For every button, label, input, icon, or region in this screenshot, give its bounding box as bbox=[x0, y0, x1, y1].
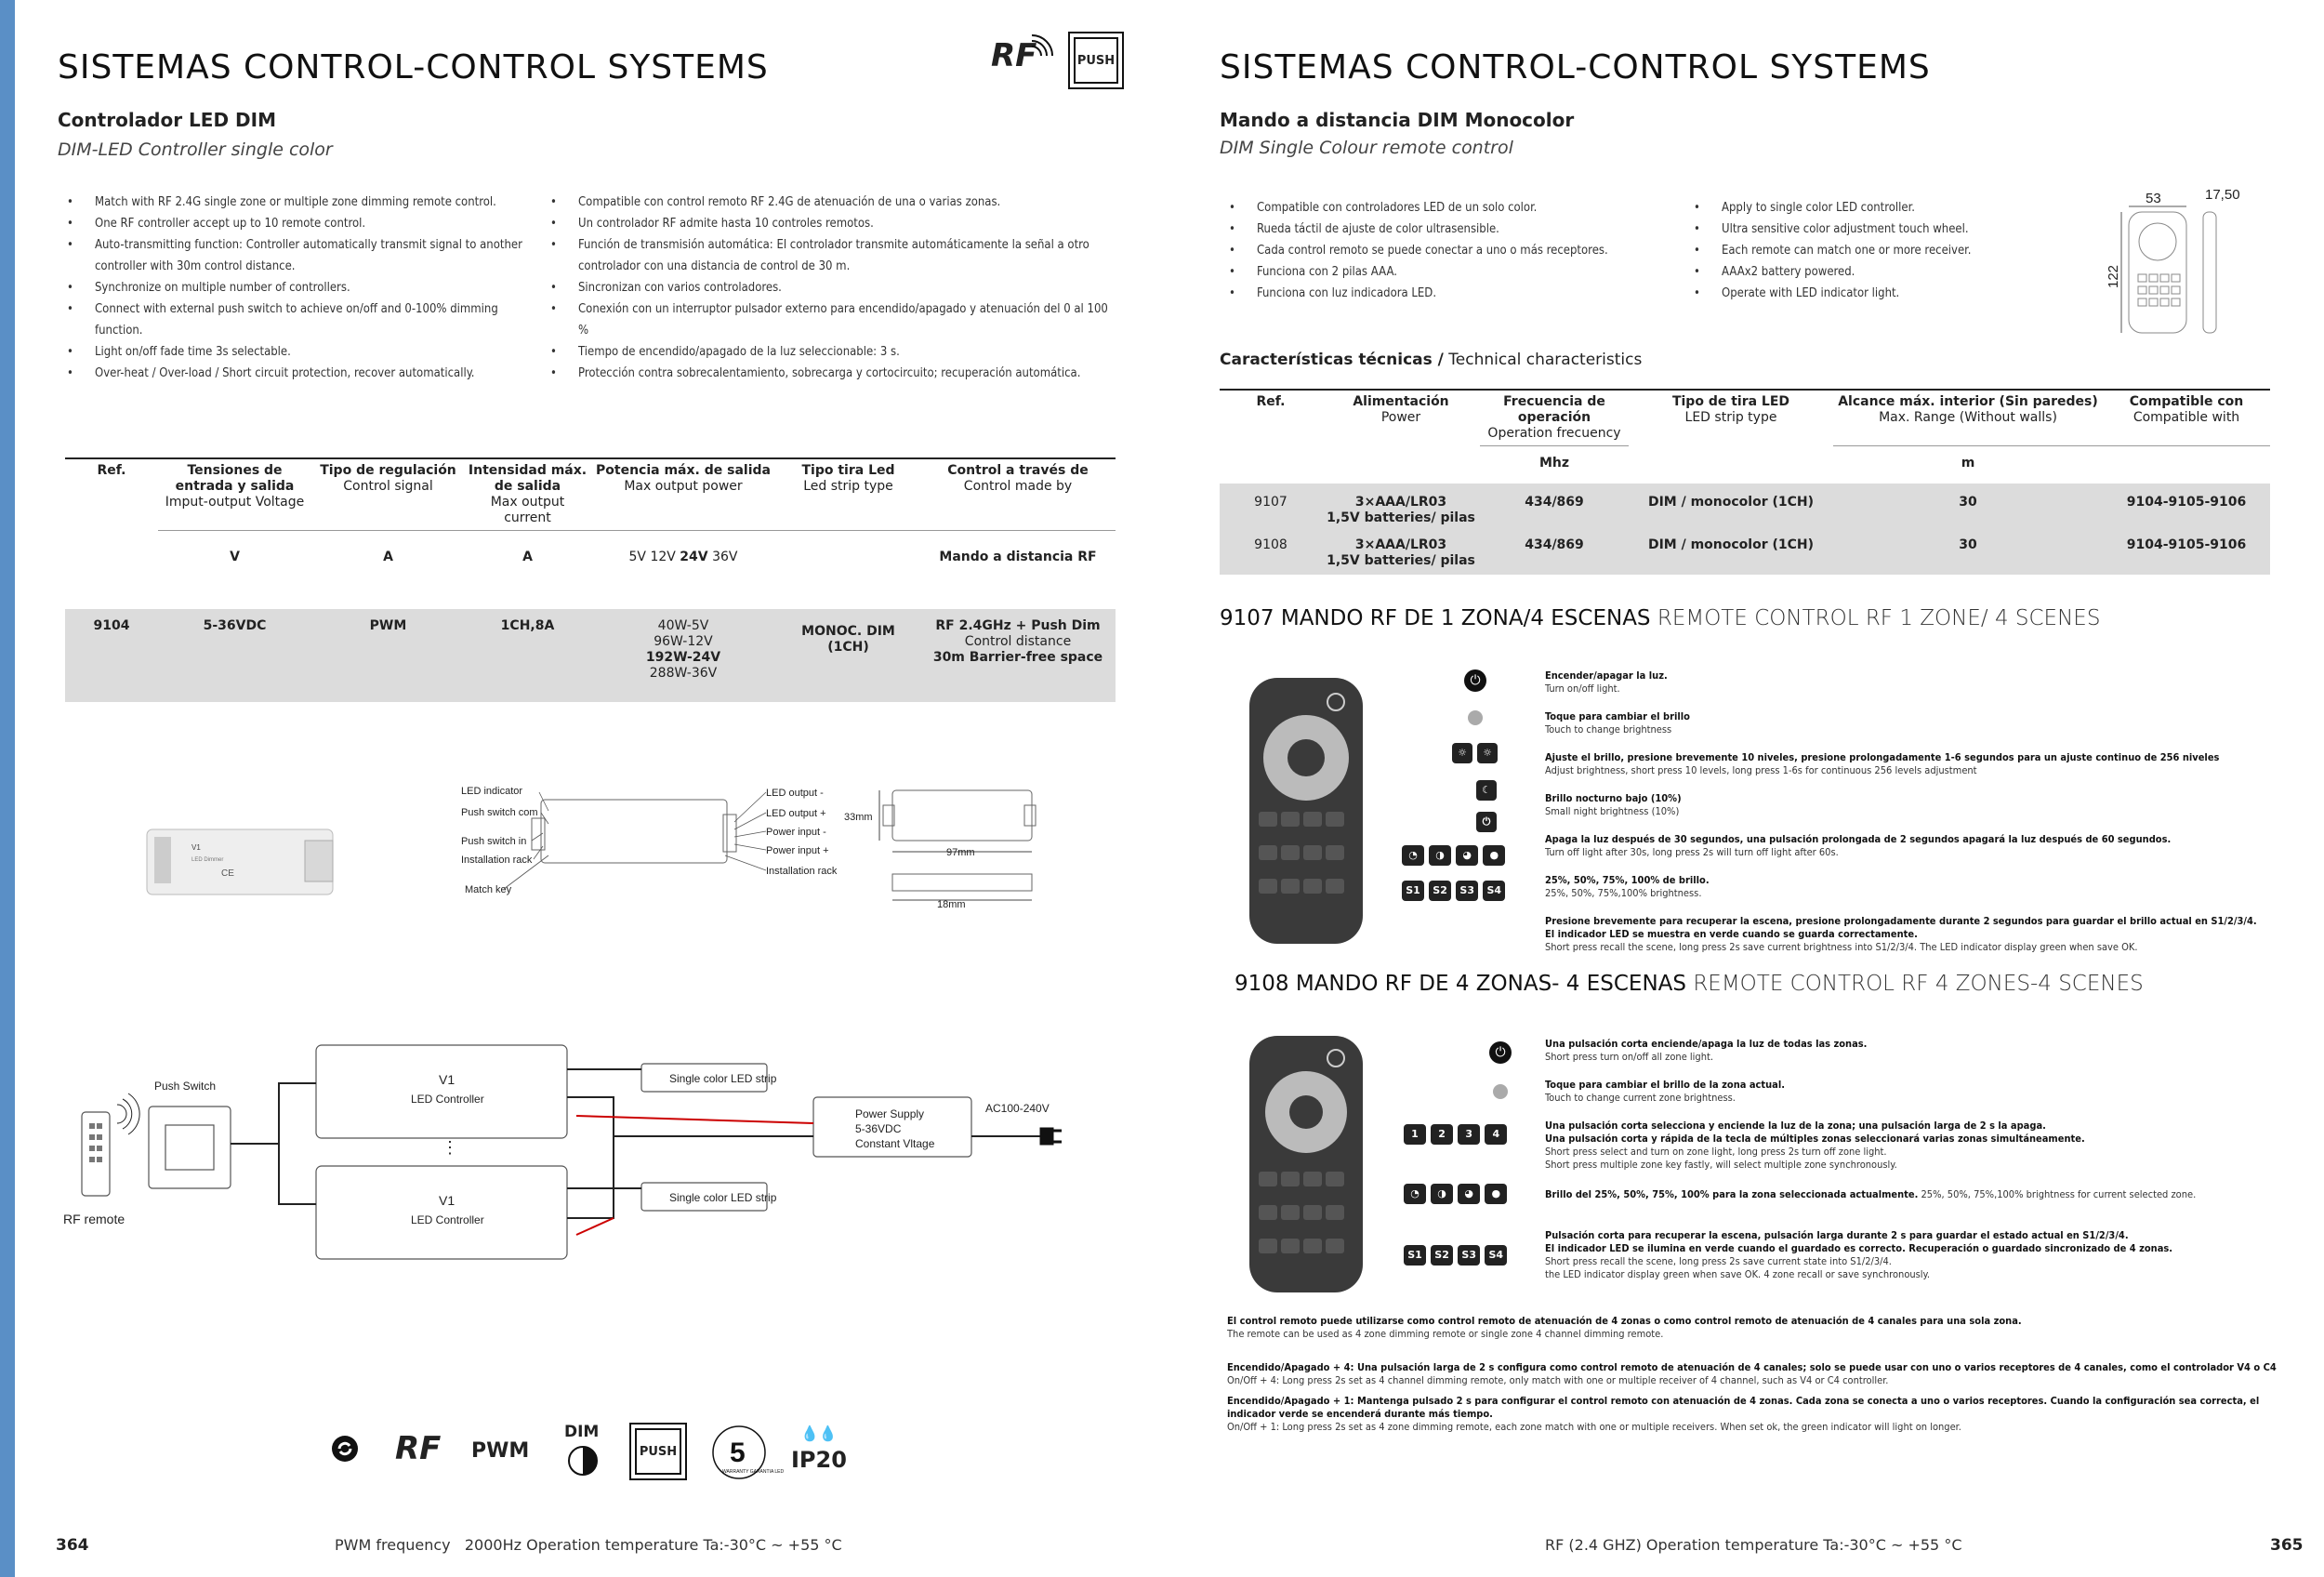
ac-label: AC100-240V bbox=[985, 1102, 1050, 1115]
table-row bbox=[1220, 484, 2270, 532]
brightness-up-icon: ☼ bbox=[1477, 743, 1498, 763]
control-line: RF 2.4GHz + Push Dim bbox=[935, 617, 1101, 633]
strip-label: Single color LED strip bbox=[669, 1072, 777, 1085]
bullet: • One RF controller accept up to 10 remote control. bbox=[58, 213, 532, 234]
control-line: 30m Barrier-free space bbox=[932, 649, 1103, 665]
power-line: 288W-36V bbox=[649, 665, 718, 681]
bullet: • Connect with external push switch to achieve on/off and 0-100% dimming function. bbox=[58, 298, 532, 341]
strip-label: Single color LED strip bbox=[669, 1191, 777, 1204]
bullet: • Each remote can match one or more receiver. bbox=[1684, 240, 2038, 261]
scene-key[interactable]: S4 bbox=[1485, 1245, 1507, 1266]
page-title: SISTEMAS CONTROL-CONTROL SYSTEMS bbox=[58, 48, 769, 86]
section-9107-title: 9107 MANDO RF DE 1 ZONA/4 ESCENAS REMOTE CONTROL RF 1 ZONE/ 4 SCENES bbox=[1220, 606, 2101, 630]
th-signal: Tipo de regulación Control signal bbox=[320, 463, 456, 494]
cell-strip: DIM / monocolor (1CH) bbox=[1647, 494, 1815, 510]
dim-height: 122 bbox=[2106, 264, 2121, 288]
th-range: Alcance máx. interior (Sin paredes) Max. Range (Without walls) bbox=[1838, 394, 2098, 425]
unit-cell bbox=[65, 531, 158, 583]
th-power: Alimentación Power bbox=[1353, 394, 1449, 425]
cell-voltage: 5-36VDC bbox=[203, 617, 267, 633]
sec1-item: 25%, 50%, 75%, 100% de brillo. 25%, 50%, 75%,100% brightness. bbox=[1545, 874, 1710, 899]
control-line: Control distance bbox=[964, 633, 1072, 649]
section-9108-title: 9108 MANDO RF DE 4 ZONAS- 4 ESCENAS REMOTE CONTROL RF 4 ZONES-4 SCENES bbox=[1235, 972, 2144, 996]
remote-9108-image bbox=[1246, 1032, 1367, 1297]
svg-text:V1: V1 bbox=[191, 843, 201, 852]
level-icons: ◔ ◑ ◕ ● bbox=[1404, 1183, 1507, 1204]
dim-h: 33mm bbox=[844, 812, 873, 823]
th-voltage: Tensiones de entrada y salida Imput-output Voltage bbox=[165, 463, 305, 510]
cell-signal: PWM bbox=[369, 617, 407, 633]
tech-title: Características técnicas / Technical characteristics bbox=[1220, 351, 1643, 369]
power-line: 96W-12V bbox=[654, 633, 713, 649]
cell-control bbox=[920, 609, 1116, 702]
left-edge-bar bbox=[0, 0, 15, 1577]
sec2-item: Pulsación corta para recuperar la escena, pulsación larga durante 2 s para guardar el estado actual en S1/2/3/4. El indicador LED se ilumina en verde cuando el guardado es correcto. Recuperación o guardado sincronizado de 4 zonas. Short press recall the scene, long press 2s save current state into S1/2/3/4. the LED indicator display green when save OK. 4 zone recall or save synchronously. bbox=[1545, 1229, 2173, 1280]
zone-key[interactable]: 2 bbox=[1431, 1124, 1453, 1145]
bullet: • Conexión con un interruptor pulsador externo para encendido/apagado y atenuación del 0 al 100 % bbox=[541, 298, 1117, 341]
scene-icons bbox=[1404, 1244, 1507, 1266]
icons-row bbox=[330, 1423, 851, 1488]
power-icon: ⏻ bbox=[1489, 1041, 1512, 1064]
dim-width: 53 bbox=[2146, 191, 2161, 206]
sec1-item: Encender/apagar la luz. Turn on/off light. bbox=[1545, 669, 1668, 695]
bullet: • Funciona con luz indicadora LED. bbox=[1220, 283, 1666, 304]
rf-remote-label: RF remote bbox=[63, 1212, 125, 1226]
bullet: • Tiempo de encendido/apagado de la luz seleccionable: 3 s. bbox=[541, 341, 1117, 363]
unit-cell: A bbox=[311, 531, 465, 583]
th-strip: Tipo de tira LED LED strip type bbox=[1671, 394, 1790, 425]
bullet: • Light on/off fade time 3s selectable. bbox=[58, 341, 532, 363]
unit-cell bbox=[1322, 446, 1480, 484]
power-line: 40W-5V bbox=[657, 617, 709, 633]
dim-w: 18mm bbox=[937, 899, 966, 910]
spec-table bbox=[65, 457, 1116, 702]
warranty-icon bbox=[709, 1423, 785, 1482]
timer-off-icon: ⏻ bbox=[1476, 811, 1497, 832]
table-header-row bbox=[1220, 390, 2270, 446]
zone-key[interactable]: 1 bbox=[1404, 1124, 1426, 1145]
bullet: • Funciona con 2 pilas AAA. bbox=[1220, 261, 1666, 283]
page-title: SISTEMAS CONTROL-CONTROL SYSTEMS bbox=[1220, 48, 1931, 86]
bullet: • AAAx2 battery powered. bbox=[1684, 261, 2038, 283]
push-badge bbox=[1068, 32, 1124, 89]
bullet: • Función de transmisión automática: El controlador transmite automáticamente la señal a otro controlador con una distancia de control de 30 m. bbox=[541, 234, 1117, 277]
scene-key[interactable]: S3 bbox=[1458, 1245, 1480, 1266]
ps-label-3: Constant Vltage bbox=[855, 1137, 935, 1150]
bullet: • Ultra sensitive color adjustment touch wheel. bbox=[1684, 219, 2038, 240]
remote-dimension-drawing bbox=[2101, 186, 2287, 344]
cell-ref: 9104 bbox=[93, 617, 130, 633]
sec1-icons bbox=[1464, 669, 1501, 948]
bullets-es bbox=[541, 192, 1117, 384]
zone-key[interactable]: 4 bbox=[1485, 1124, 1507, 1145]
ps-label-2: 5-36VDC bbox=[855, 1122, 902, 1135]
level-icons: ◔ ◑ ◕ ● bbox=[1402, 844, 1505, 866]
dimension-drawing bbox=[456, 781, 1050, 921]
wiring-diagram bbox=[56, 1032, 1134, 1255]
cell-power bbox=[590, 609, 776, 702]
ps-label-1: Power Supply bbox=[855, 1107, 925, 1120]
sec1-item: Brillo nocturno bajo (10%) Small night brightness (10%) bbox=[1545, 792, 1682, 817]
zone-icons bbox=[1404, 1123, 1507, 1145]
wheel-icon bbox=[1493, 1084, 1508, 1099]
scene-key[interactable]: S4 bbox=[1483, 881, 1505, 901]
refresh-icon bbox=[330, 1434, 360, 1464]
units-row bbox=[1220, 446, 2270, 484]
sec2-item: Una pulsación corta enciende/apaga la luz de todas las zonas. Short press turn on/off all zone light. bbox=[1545, 1038, 1868, 1063]
brightness-down-icon: ☼ bbox=[1452, 743, 1472, 763]
unit-cell bbox=[776, 531, 920, 583]
th-ref: Ref. bbox=[97, 463, 126, 478]
dim-label: LED output - bbox=[766, 788, 824, 799]
remote-9107-image bbox=[1246, 674, 1367, 948]
th-compat: Compatible con Compatible with bbox=[2129, 394, 2244, 425]
sec1-item: Presione brevemente para recuperar la escena, presione prolongadamente durante 2 segundos para guardar el brillo actual en S1/2/3/4. El indicador LED se muestra en verde cuando se guarda correctamente. Short press recall the scene, long press 2s save current brightness into S1/2/3/4. The LED indicator display green when save OK. bbox=[1545, 915, 2257, 953]
table-row bbox=[65, 609, 1116, 702]
bullet: • Compatible con controladores LED de un solo color. bbox=[1220, 197, 1666, 219]
push-badge-label: PUSH bbox=[1074, 37, 1118, 84]
dim-label: Power input + bbox=[766, 845, 829, 856]
sec2-item: Toque para cambiar el brillo de la zona actual. Touch to change current zone brightness. bbox=[1545, 1079, 1786, 1104]
sec2-item: Una pulsación corta selecciona y enciende la luz de la zona; una pulsación larga de 2 s la apaga. Una pulsación corta y rápida de la tecla de múltiples zonas seleccionará varias zonas simultáneamente. Short press select and turn on zone light, long press 2s turn off zone light. Short press multiple zone key fastly, will select multiple zone synchronously. bbox=[1545, 1120, 2085, 1171]
night-icon: ☾ bbox=[1476, 779, 1497, 801]
scene-key[interactable]: S2 bbox=[1429, 881, 1451, 901]
bullet: • Apply to single color LED controller. bbox=[1684, 197, 2038, 219]
cell-ref: 9107 bbox=[1254, 494, 1287, 510]
note: El control remoto puede utilizarse como control remoto de atenuación de 4 zonas o como control remoto de atenuación de 4 canales para una sola zona. The remote can be used as 4 zone dimming remote or single zone 4 channel dimming remote. bbox=[1227, 1315, 2022, 1340]
cell-compat: 9104-9105-9106 bbox=[2126, 494, 2247, 510]
dim-label: Push switch com bbox=[461, 807, 538, 818]
brightness-icons bbox=[1452, 742, 1498, 763]
bullet: • Synchronize on multiple number of controllers. bbox=[58, 277, 532, 298]
dim-label: Installation rack bbox=[766, 866, 838, 877]
footer: RF (2.4 GHZ) Operation temperature Ta:-30°C ~ +55 °C bbox=[1545, 1536, 1962, 1554]
note: Encendido/Apagado + 4: Una pulsación larga de 2 s configura como control remoto de atenuación de 4 canales; solo se puede usar con uno o varios receptores de 4 canales, como el controlador V4 o C4 On/Off + 4: Long press 2s set as 4 channel dimming remote, only match with one or multiple receiver of 4 channel, such as V4 or C4 controller. bbox=[1227, 1361, 2277, 1386]
dim-label: Match key bbox=[465, 884, 512, 895]
th-current: Intensidad máx. de salida Max output current bbox=[468, 463, 588, 525]
cell-current: 1CH,8A bbox=[500, 617, 555, 633]
bullet: • Operate with LED indicator light. bbox=[1684, 283, 2038, 304]
spacer-cell bbox=[65, 583, 1116, 609]
dim-label: LED output + bbox=[766, 808, 826, 819]
led-controller-label: LED Controller bbox=[411, 1213, 484, 1226]
cell-freq: 434/869 bbox=[1525, 494, 1584, 510]
cell-strip: MONOC. DIM (1CH) bbox=[801, 623, 895, 655]
dim-label: LED indicator bbox=[461, 786, 523, 797]
bullets-es bbox=[1220, 197, 1666, 304]
bullet: • Over-heat / Over-load / Short circuit protection, recover automatically. bbox=[58, 363, 532, 384]
note: Encendido/Apagado + 1: Mantenga pulsado 2 s para configurar el control remoto con atenuación de 4 zonas. Cada zona se conecta a uno o varios receptores. Cuando la configuración sea correcta, el indicador verde se encenderá durante más tiempo. On/Off + 1: Long press 2s set as 4 zone dimming remote, each zone match with one or multiple receivers. When set ok, the green indicator will light on longer. bbox=[1227, 1395, 2260, 1433]
power-icon: ⏻ bbox=[1464, 669, 1486, 692]
sec1-item: Apaga la luz después de 30 segundos, una pulsación prolongada de 2 segundos apagará la luz después de 60 segundos. Turn off light after 30s, long press 2s will turn off light after 60s. bbox=[1545, 833, 2172, 858]
th-freq: Frecuencia de operación Operation frecuency bbox=[1487, 394, 1621, 441]
sec2-item: Brillo del 25%, 50%, 75%, 100% para la zona seleccionada actualmente. 25%, 50%, 75%,100% brightness for current selected zone. bbox=[1545, 1188, 2197, 1200]
dim-depth: 17,50 bbox=[2205, 187, 2240, 203]
dim-label: Installation rack bbox=[461, 855, 533, 866]
wheel-icon bbox=[1468, 710, 1483, 725]
unit-cell: V bbox=[158, 531, 311, 583]
ip20-icon: IP20 bbox=[791, 1447, 847, 1473]
th-strip: Tipo tira Led Led strip type bbox=[801, 463, 895, 494]
bullet: • Auto-transmitting function: Controller automatically transmit signal to another controller with 30m control distance. bbox=[58, 234, 532, 277]
scene-key[interactable]: S3 bbox=[1456, 881, 1478, 901]
product-subtitle-en: DIM Single Colour remote control bbox=[1220, 138, 1513, 158]
unit-cell: A bbox=[465, 531, 590, 583]
cell-compat: 9104-9105-9106 bbox=[2126, 537, 2247, 552]
svg-text:5: 5 bbox=[730, 1438, 746, 1468]
product-subtitle: Controlador LED DIM bbox=[58, 109, 276, 131]
dim-label: Push switch in bbox=[461, 836, 527, 847]
cell-ref: 9108 bbox=[1254, 537, 1287, 552]
water-drops-icon: 💧💧 bbox=[800, 1425, 838, 1442]
v1-label: V1 bbox=[439, 1072, 456, 1087]
spacer-row bbox=[65, 583, 1116, 609]
table-row bbox=[1220, 532, 2270, 575]
dim-icon-label: DIM bbox=[564, 1423, 600, 1441]
push-icon bbox=[629, 1423, 687, 1480]
unit-cell bbox=[2103, 446, 2270, 484]
rf-icon: RF bbox=[395, 1430, 442, 1467]
unit-cell: m bbox=[1833, 446, 2103, 484]
bullet: • Un controlador RF admite hasta 10 controles remotos. bbox=[541, 213, 1117, 234]
bullet: • Sincronizan con varios controladores. bbox=[541, 277, 1117, 298]
pwm-icon: PWM bbox=[471, 1439, 530, 1463]
footer: PWM frequency 2000Hz Operation temperature Ta:-30°C ~ +55 °C bbox=[335, 1536, 842, 1554]
wifi-icon bbox=[1030, 35, 1050, 56]
sec1-item: Toque para cambiar el brillo Touch to change brightness bbox=[1545, 710, 1690, 735]
dim-icon bbox=[567, 1445, 599, 1477]
scene-icons bbox=[1402, 880, 1505, 901]
unit-cell bbox=[1220, 446, 1322, 484]
svg-text:⋮: ⋮ bbox=[442, 1138, 458, 1157]
bullets-en bbox=[58, 192, 532, 384]
zone-key[interactable]: 3 bbox=[1458, 1124, 1480, 1145]
bullet: • Cada control remoto se puede conectar a uno o más receptores. bbox=[1220, 240, 1666, 261]
power-line: 192W-24V bbox=[645, 649, 721, 665]
cell-range: 30 bbox=[1959, 494, 1977, 510]
cell-power: 3×AAA/LR03 1,5V batteries/ pilas bbox=[1327, 537, 1475, 568]
cell-power: 3×AAA/LR03 1,5V batteries/ pilas bbox=[1327, 494, 1475, 525]
page-number: 365 bbox=[2270, 1536, 2304, 1555]
cell-freq: 434/869 bbox=[1525, 537, 1584, 552]
sec1-item: Ajuste el brillo, presione brevemente 10 niveles, presione prolongadamente 1-6 segundos para un ajuste continuo de 256 niveles Adjust brightness, short press 10 levels, long press 1-6s for continuous 256 levels adjustment bbox=[1545, 751, 2220, 776]
unit-cell: Mando a distancia RF bbox=[920, 531, 1116, 583]
dim-l: 97mm bbox=[946, 847, 975, 858]
push-switch-label: Push Switch bbox=[154, 1080, 217, 1093]
units-row bbox=[65, 531, 1116, 583]
cell-strip: DIM / monocolor (1CH) bbox=[1647, 537, 1815, 552]
th-ref: Ref. bbox=[1256, 394, 1286, 409]
v1-label: V1 bbox=[439, 1193, 456, 1208]
cell-range: 30 bbox=[1959, 537, 1977, 552]
bullets-en bbox=[1684, 197, 2038, 304]
svg-text:LED Dimmer: LED Dimmer bbox=[191, 857, 224, 863]
bullet: • Match with RF 2.4G single zone or multiple zone dimming remote control. bbox=[58, 192, 532, 213]
product-subtitle-en: DIM-LED Controller single color bbox=[58, 139, 333, 160]
th-control: Control a través de Control made by bbox=[947, 463, 1089, 494]
dim-label: Power input - bbox=[766, 827, 826, 838]
rf-badge: RF bbox=[991, 37, 1037, 74]
th-power: Potencia máx. de salida Max output power bbox=[596, 463, 771, 494]
unit-cell bbox=[1629, 446, 1833, 484]
scene-key[interactable]: S1 bbox=[1402, 881, 1424, 901]
led-controller-label: LED Controller bbox=[411, 1093, 484, 1106]
svg-text:WARRANTY GARANTIA LED: WARRANTY GARANTIA LED bbox=[722, 1469, 785, 1475]
tech-table bbox=[1220, 389, 2270, 575]
bullet: • Protección contra sobrecalentamiento, sobrecarga y cortocircuito; recuperación automática. bbox=[541, 363, 1117, 384]
unit-cell: Mhz bbox=[1480, 446, 1629, 484]
bullet: • Rueda táctil de ajuste de color ultrasensible. bbox=[1220, 219, 1666, 240]
scene-key[interactable]: S2 bbox=[1431, 1245, 1453, 1266]
table-header-row bbox=[65, 458, 1116, 531]
svg-text:CE: CE bbox=[221, 868, 234, 879]
right-page bbox=[1162, 0, 2324, 1577]
scene-key[interactable]: S1 bbox=[1404, 1245, 1426, 1266]
controller-photo bbox=[138, 818, 351, 902]
page-number: 364 bbox=[56, 1536, 89, 1555]
push-icon-label: PUSH bbox=[635, 1428, 681, 1475]
unit-cell-voltages: 5V 12V 24V 36V bbox=[590, 531, 776, 583]
product-subtitle: Mando a distancia DIM Monocolor bbox=[1220, 109, 1575, 131]
bullet: • Compatible con control remoto RF 2.4G de atenuación de una o varias zonas. bbox=[541, 192, 1117, 213]
